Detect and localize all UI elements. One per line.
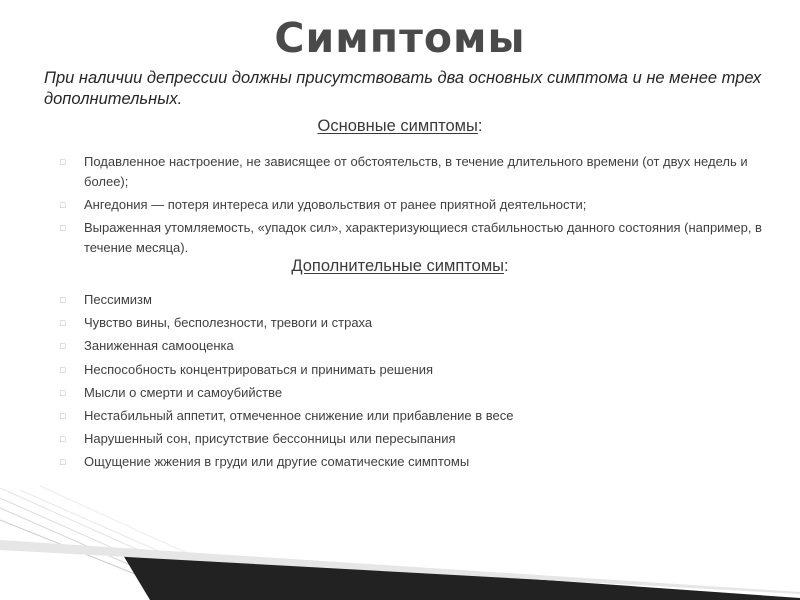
bullet-icon: □ xyxy=(60,157,66,167)
slide-title: Симптомы xyxy=(274,14,526,62)
list-item: □ Пессимизм xyxy=(60,290,775,310)
bullet-icon: □ xyxy=(60,410,66,421)
list-item: □ Подавленное настроение, не зависящее от обстоятельств, в течение длительного времени (от двух недель и более); xyxy=(60,154,748,189)
bullet-icon: □ xyxy=(60,364,66,375)
list-item: □ Чувство вины, бесполезности, тревоги и страха xyxy=(60,313,775,333)
list-item: □ Ощущение жжения в груди или другие соматические симптомы xyxy=(60,452,775,472)
list-item: □ Неспособность концентрироваться и принимать решения xyxy=(60,360,775,380)
main-symptoms-heading-text: Основные симптомы xyxy=(317,117,478,135)
bullet-icon: □ xyxy=(60,341,66,352)
list-item: □ Нестабильный аппетит, отмеченное снижение или прибавление в весе xyxy=(60,406,775,426)
main-symptoms-heading-colon: : xyxy=(477,117,483,135)
additional-symptoms-heading-colon: : xyxy=(504,257,509,275)
list-item: □ Нарушенный сон, присутствие бессонницы или пересыпания xyxy=(60,429,775,449)
list-item: □ Заниженная самооценка xyxy=(60,336,775,356)
list-item: □ Мысли о смерти и самоубийстве xyxy=(60,383,775,403)
additional-symptoms-heading-text: Дополнительные симптомы xyxy=(291,257,505,275)
bullet-icon: □ xyxy=(60,318,66,329)
additional-symptoms-list xyxy=(60,290,775,476)
list-item: □ Ангедония — потеря интереса или удовольствия от ранее приятной деятельности; xyxy=(60,195,775,215)
bullet-icon: □ xyxy=(60,295,66,305)
bullet-icon: □ xyxy=(60,387,66,398)
intro-text: При наличии депрессии должны присутствовать два основных симптома и не менее трех дополнительных. xyxy=(44,69,762,108)
main-symptoms-list xyxy=(60,152,775,261)
decorative-swoosh xyxy=(0,480,800,600)
bullet-icon: □ xyxy=(60,434,66,445)
bullet-icon: □ xyxy=(60,200,66,210)
bullet-icon: □ xyxy=(60,223,66,233)
list-item: □ Выраженная утомляемость, «упадок сил», характеризующиеся стабильностью данного состояния (например, в течение месяца). xyxy=(60,220,762,255)
main-symptoms-heading xyxy=(0,117,800,136)
additional-symptoms-heading xyxy=(0,257,800,276)
bullet-icon: □ xyxy=(60,457,66,468)
